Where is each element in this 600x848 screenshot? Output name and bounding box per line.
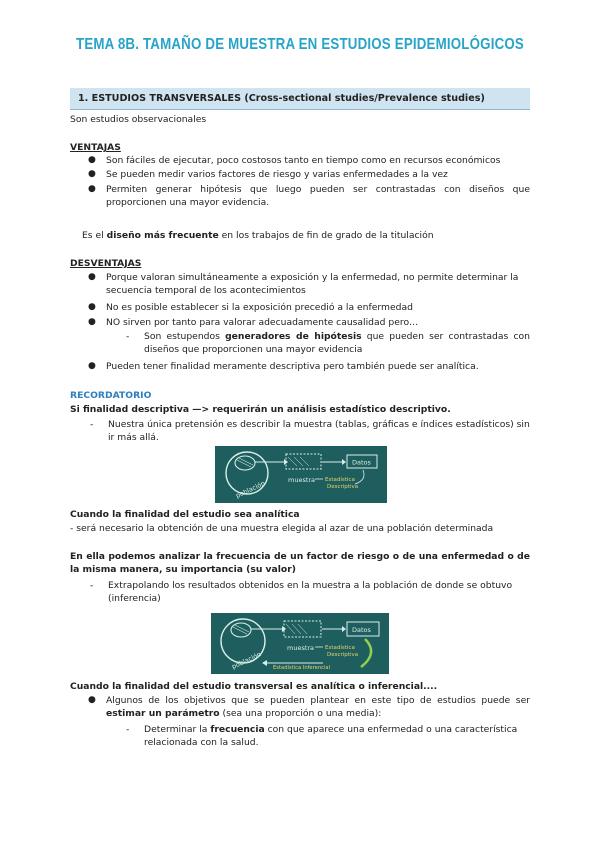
- bullet-icon: ●: [88, 361, 96, 371]
- section-heading: ESTUDIOS TRANSVERSALES: [91, 93, 241, 104]
- inferencial-bullet-pre: Algunos de los objetivos que se pueden plantear en este tipo de estudios puede ser: [106, 695, 530, 706]
- bullet-icon: ●: [88, 302, 96, 312]
- inferencial-bullet-post: (sea una proporción o una media):: [219, 708, 382, 719]
- desventajas-subitem: [144, 330, 530, 356]
- frecuente-bold: diseño más frecuente: [106, 230, 219, 241]
- inferencial-bullet: [106, 694, 530, 720]
- section-number: 1.: [78, 93, 89, 104]
- frecuencia-dash: Extrapolando los resultados obtenidos en la muestra a la población de donde se obtuvo (inferencia): [108, 580, 513, 604]
- fig2-descriptiva-label: Descriptiva: [327, 652, 359, 658]
- fig1-estadistica-label: Estadística: [325, 477, 355, 483]
- frecuente-line: [82, 229, 434, 242]
- diagram-svg: [215, 446, 387, 503]
- page-title: TEMA 8B. TAMAÑO DE MUESTRA EN ESTUDIOS EPIDEMIOLÓGICOS: [76, 36, 524, 53]
- dash-icon: -: [126, 331, 130, 342]
- ventajas-item: Se pueden medir varios factores de riesgo y varias enfermedades a la vez: [106, 169, 448, 180]
- diagram-inferencial: [211, 613, 389, 674]
- subitem-post: que pueden ser contrastadas con diseños que proporcionen una mayor evidencia: [144, 331, 530, 355]
- inferencial-dash-bold: frecuencia: [210, 724, 265, 735]
- fig2-muestra-label: muestra: [287, 644, 315, 652]
- fig1-poblacion-label: población: [234, 479, 267, 500]
- analitica-heading: Cuando la finalidad del estudio sea analítica: [70, 509, 300, 520]
- inferencial-heading: Cuando la finalidad del estudio transversal es analítica o inferencial....: [70, 681, 438, 692]
- fig2-poblacion-label: población: [230, 650, 263, 671]
- bullet-icon: ●: [88, 169, 96, 179]
- inferencial-dash-post: con que aparece una enfermedad o una característica relacionada con la salud.: [144, 724, 518, 748]
- section-subheading: (Cross-sectional studies/Prevalence studies): [244, 93, 485, 104]
- bullet-icon: ●: [88, 155, 96, 165]
- analitica-text: - será necesario la obtención de una muestra elegida al azar de una población determinada: [70, 523, 494, 534]
- inferencial-dash: [144, 723, 530, 749]
- diagram-svg: [211, 613, 389, 674]
- desventajas-item: Pueden tener finalidad meramente descriptiva pero también puede ser analítica.: [106, 361, 479, 372]
- bullet-icon: ●: [88, 272, 96, 282]
- frecuencia-bold-text: En ella podemos analizar la frecuencia de un factor de riesgo o de una enfermedad o de la misma manera, su importancia (su valor): [70, 551, 530, 575]
- fig1-muestra-label: muestra: [288, 476, 316, 484]
- frecuente-post: en los trabajos de fin de grado de la titulación: [218, 230, 434, 241]
- fig1-datos-label: Datos: [352, 458, 371, 467]
- desventajas-item: No es posible establecer si la exposición precedió a la enfermedad: [106, 302, 413, 313]
- bullet-icon: ●: [88, 695, 96, 705]
- fig2-datos-label: Datos: [352, 626, 371, 634]
- fig2-inferencial-label: Estadística Inferencial: [273, 665, 331, 671]
- ventajas-item: Permiten generar hipótesis que luego pueden ser contrastadas con diseños que proporcionen una mayor evidencia.: [106, 184, 530, 208]
- desventajas-item: NO sirven por tanto para valorar adecuadamente causalidad pero…: [106, 317, 419, 328]
- dash-icon: -: [126, 724, 130, 735]
- dash-icon: -: [90, 580, 94, 591]
- fig2-estadistica-label: Estadística: [325, 645, 355, 651]
- bullet-icon: ●: [88, 317, 96, 327]
- recordatorio-line: Si finalidad descriptiva —> requerirán un análisis estadístico descriptivo.: [70, 404, 451, 415]
- inferencial-bullet-bold: estimar un parámetro: [106, 708, 220, 719]
- fig1-descriptiva-label: Descriptiva: [327, 484, 359, 490]
- desventajas-heading: DESVENTAJAS: [70, 258, 142, 269]
- desventajas-item: Porque valoran simultáneamente a exposición y la enfermedad, no permite determinar la secuencia temporal de los acontecimientos: [106, 272, 519, 296]
- bullet-icon: ●: [88, 184, 96, 194]
- dash-icon: -: [90, 419, 94, 430]
- ventajas-item: Son fáciles de ejecutar, poco costosos tanto en tiempo como en recursos económicos: [106, 155, 501, 166]
- frecuente-pre: Es el: [82, 230, 107, 241]
- diagram-descriptiva: [215, 446, 387, 503]
- ventajas-heading: VENTAJAS: [70, 142, 121, 153]
- subitem-bold: generadores de hipótesis: [225, 331, 362, 342]
- subitem-pre: Son estupendos: [144, 331, 226, 342]
- recordatorio-heading: RECORDATORIO: [70, 390, 152, 401]
- section-heading-bar: [70, 88, 530, 110]
- intro-text: Son estudios observacionales: [70, 114, 207, 125]
- inferencial-dash-pre: Determinar la: [144, 724, 211, 735]
- recordatorio-dash: Nuestra única pretensión es describir la muestra (tablas, gráficas e índices estadísticos) sin ir más allá.: [108, 419, 530, 443]
